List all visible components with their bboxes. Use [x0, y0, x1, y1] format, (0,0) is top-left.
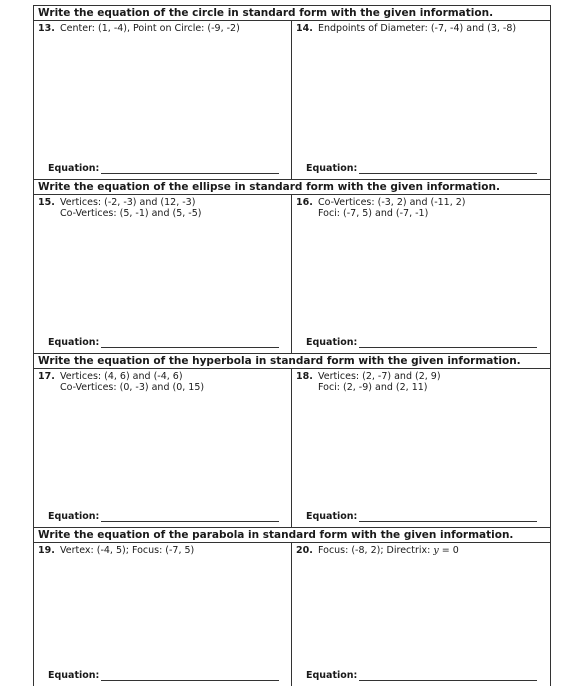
problem-number: 13.: [38, 23, 55, 34]
section-header-parabola: Write the equation of the parabola in standard form with the given information.: [34, 528, 550, 543]
problem-number: 17.: [38, 371, 55, 382]
problem-number: 20.: [296, 545, 313, 556]
problem-15: [38, 197, 201, 219]
equation-answer-16: [306, 337, 537, 348]
worksheet: [33, 5, 551, 686]
problem-number: 18.: [296, 371, 313, 382]
problem-number: 14.: [296, 23, 313, 34]
equation-label: Equation:: [48, 511, 100, 522]
problem-16: [296, 197, 466, 219]
problem-text-line2: Foci: (-7, 5) and (-7, -1): [318, 208, 429, 219]
directrix-variable: y: [433, 545, 439, 556]
answer-blank[interactable]: [359, 338, 537, 348]
answer-blank[interactable]: [359, 164, 537, 174]
problem-17-cell: [34, 369, 292, 527]
problem-row: [34, 543, 550, 686]
section-header-hyperbola: Write the equation of the hyperbola in standard form with the given information.: [34, 354, 550, 369]
answer-blank[interactable]: [359, 671, 537, 681]
equation-label: Equation:: [306, 511, 358, 522]
problem-18-cell: [292, 369, 549, 527]
problem-15-cell: [34, 195, 292, 353]
answer-blank[interactable]: [101, 164, 279, 174]
equation-answer-15: [48, 337, 279, 348]
problem-text: Vertices: (2, -7) and (2, 9): [318, 371, 441, 382]
problem-20-cell: [292, 543, 549, 686]
problem-text: Vertices: (-2, -3) and (12, -3): [60, 197, 196, 208]
equation-label: Equation:: [48, 163, 100, 174]
equation-answer-20: [306, 670, 537, 681]
problem-row: [34, 21, 550, 180]
problem-17: [38, 371, 204, 393]
answer-blank[interactable]: [101, 671, 279, 681]
equation-answer-18: [306, 511, 537, 522]
equation-answer-14: [306, 163, 537, 174]
answer-blank[interactable]: [359, 512, 537, 522]
problem-20: [296, 545, 459, 556]
equation-label: Equation:: [48, 337, 100, 348]
equation-answer-17: [48, 511, 279, 522]
problem-19: [38, 545, 194, 556]
problem-text: Endpoints of Diameter: (-7, -4) and (3, -8): [318, 23, 517, 34]
problem-text: Vertex: (-4, 5); Focus: (-7, 5): [60, 545, 195, 556]
equation-label: Equation:: [306, 670, 358, 681]
problem-14-cell: [292, 21, 549, 179]
problem-number: 16.: [296, 197, 313, 208]
problem-14: [296, 23, 516, 34]
answer-blank[interactable]: [101, 512, 279, 522]
problem-row: [34, 195, 550, 354]
section-header-circle: Write the equation of the circle in standard form with the given information.: [34, 6, 550, 21]
problem-text: Center: (1, -4), Point on Circle: (-9, -2): [60, 23, 240, 34]
equation-answer-13: [48, 163, 279, 174]
problem-number: 19.: [38, 545, 55, 556]
problem-13-cell: [34, 21, 292, 179]
problem-text: Focus: (-8, 2); Directrix:: [318, 545, 434, 556]
problem-text-tail: = 0: [438, 545, 459, 556]
problem-text: Vertices: (4, 6) and (-4, 6): [60, 371, 183, 382]
problem-18: [296, 371, 441, 393]
equation-answer-19: [48, 670, 279, 681]
problem-13: [38, 23, 240, 34]
problem-number: 15.: [38, 197, 55, 208]
problem-text-line2: Co-Vertices: (0, -3) and (0, 15): [60, 382, 205, 393]
equation-label: Equation:: [48, 670, 100, 681]
problem-text: Co-Vertices: (-3, 2) and (-11, 2): [318, 197, 466, 208]
answer-blank[interactable]: [101, 338, 279, 348]
section-header-ellipse: Write the equation of the ellipse in standard form with the given information.: [34, 180, 550, 195]
equation-label: Equation:: [306, 337, 358, 348]
problem-text-line2: Foci: (2, -9) and (2, 11): [318, 382, 428, 393]
equation-label: Equation:: [306, 163, 358, 174]
problem-19-cell: [34, 543, 292, 686]
problem-row: [34, 369, 550, 528]
problem-16-cell: [292, 195, 549, 353]
problem-text-line2: Co-Vertices: (5, -1) and (5, -5): [60, 208, 202, 219]
